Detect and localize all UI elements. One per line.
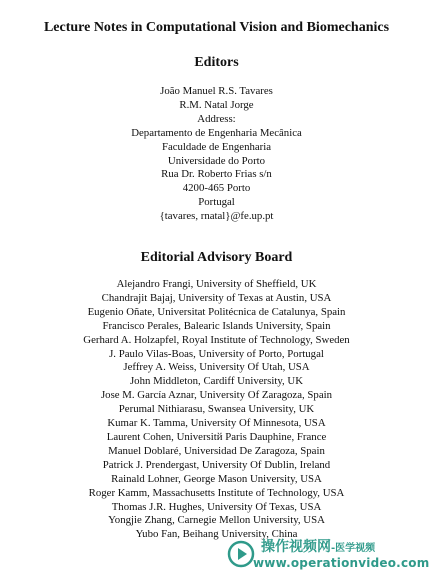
editor-name: João Manuel R.S. Tavares <box>160 85 273 97</box>
board-member: Kumar K. Tamma, University Of Minnesota, USA <box>107 417 326 430</box>
board-member: Eugenio Oñate, Universitat Politécnica de Catalunya, Spain <box>87 305 346 318</box>
board-member: Gerhard A. Holzapfel, Royal Institute of Technology, Sweden <box>83 333 350 346</box>
board-member: Thomas J.R. Hughes, University Of Texas, USA <box>111 500 322 513</box>
address-label: Address: <box>197 112 236 125</box>
series-title: Lecture Notes in Computational Vision and Biomechanics <box>43 20 390 35</box>
watermark-cn-title: 操作视频网 <box>261 539 331 555</box>
address-line: Faculdade de Engenharia <box>161 140 272 153</box>
board-member: J. Paulo Vilas-Boas, University of Porto, Portugal <box>109 347 324 360</box>
advisory-board-list <box>0 278 433 542</box>
address-line: Rua Dr. Roberto Frias s/n <box>161 168 272 181</box>
board-member: Patrick J. Prendergast, University Of Dublin, Ireland <box>102 458 331 471</box>
play-logo-icon <box>227 540 255 568</box>
board-member: Rainald Lohner, George Mason University, USA <box>111 472 322 485</box>
editors-block <box>0 85 433 224</box>
board-member: Alejandro Frangi, University of Sheffield, UK <box>116 278 317 290</box>
board-member: Jose M. García Aznar, University Of Zaragoza, Spain <box>100 389 333 402</box>
board-member: Perumal Nithiarasu, Swansea University, UK <box>118 403 315 416</box>
board-member: Roger Kamm, Massachusetts Institute of Technology, USA <box>88 486 345 499</box>
editor-email: {tavares, rnatal}@fe.up.pt <box>159 210 274 223</box>
board-member: Francisco Perales, Balearic Islands University, Spain <box>102 319 331 332</box>
address-line: 4200-465 Porto <box>182 182 251 195</box>
watermark-cn-subtitle: -医学视频 <box>331 543 376 554</box>
board-member: Yubo Fan, Beihang University, China <box>135 528 298 541</box>
board-member: Yongjie Zhang, Carnegie Mellon University, USA <box>108 514 325 527</box>
editor-name: R.M. Natal Jorge <box>179 98 254 111</box>
editors-heading: Editors <box>194 55 239 70</box>
board-member: Jeffrey A. Weiss, University Of Utah, USA <box>123 361 310 374</box>
watermark-title <box>261 536 375 556</box>
site-watermark <box>227 536 430 576</box>
address-line: Portugal <box>198 196 235 209</box>
address-line: Departamento de Engenharia Mecânica <box>131 126 302 139</box>
board-member: Manuel Doblaré, Universidad De Zaragoza, Spain <box>108 444 325 457</box>
board-member: Chandrajit Bajaj, University of Texas at Austin, USA <box>101 291 332 304</box>
board-member: John Middleton, Cardiff University, UK <box>129 375 304 388</box>
advisory-board-heading: Editorial Advisory Board <box>140 250 293 265</box>
watermark-url: www.operationvideo.com <box>253 556 430 570</box>
board-member: Laurent Cohen, Universitй Paris Dauphine, France <box>106 430 327 443</box>
address-line: Universidade do Porto <box>167 154 266 167</box>
